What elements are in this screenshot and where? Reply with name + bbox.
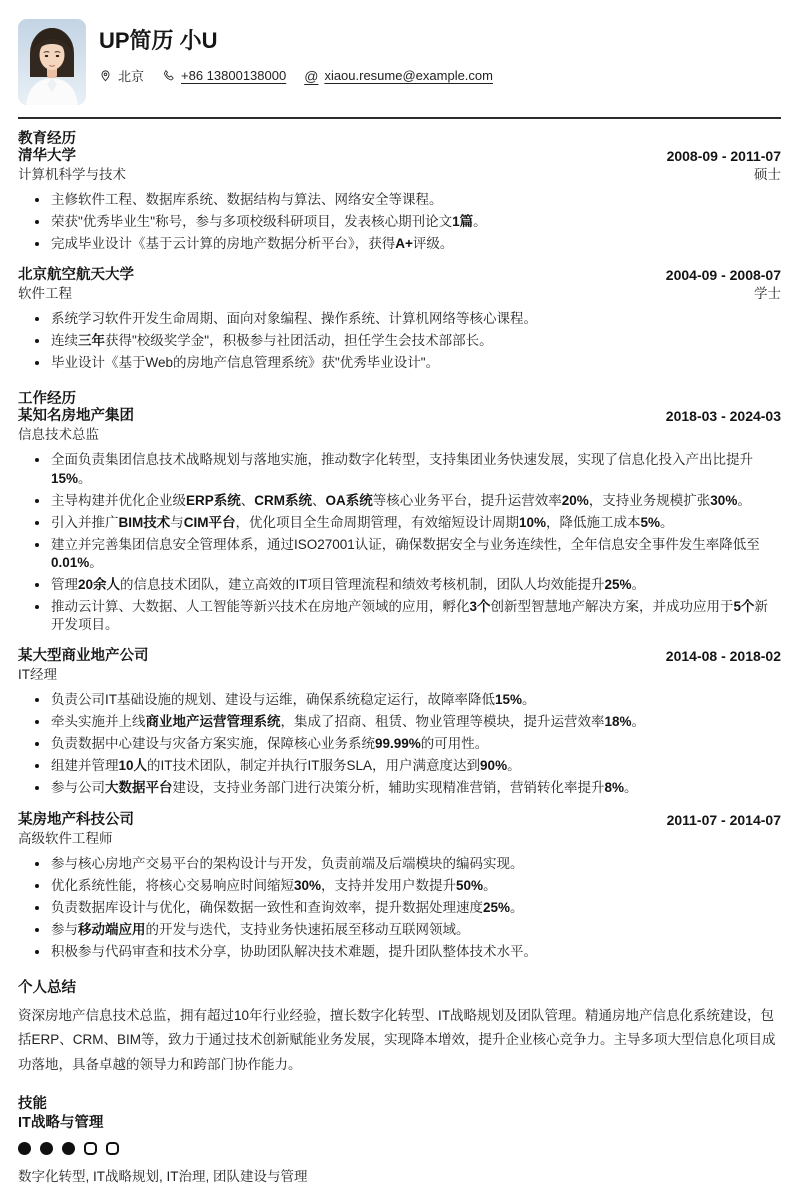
bullet-item: 参与移动端应用的开发与迭代，支持业务快速拓展至移动互联网领域。 (34, 921, 781, 939)
entry-head (18, 148, 781, 183)
education-entries (18, 148, 781, 372)
skills-heading: 技能 (18, 1095, 47, 1112)
entry-degree: 硕士 (754, 167, 781, 182)
profile-photo (18, 19, 86, 105)
entry-right (666, 648, 781, 665)
bullet-item: 连续三年获得"校级奖学金"，积极参与社团活动，担任学生会技术部部长。 (34, 332, 781, 350)
education-heading: 教育经历 (18, 131, 76, 147)
entry-title: 某房地产科技公司 (18, 811, 134, 828)
header-divider (18, 117, 781, 119)
bullet-list (18, 451, 781, 634)
section-work (18, 391, 781, 960)
entry-right (666, 267, 781, 302)
bullet-item: 负责数据中心建设与灾备方案实施，保障核心业务系统99.99%的可用性。 (34, 735, 781, 753)
phone-text: +86 13800138000 (181, 68, 287, 84)
entry-left (18, 148, 126, 183)
work-entry (18, 408, 781, 634)
entry-head (18, 648, 781, 683)
work-entries (18, 408, 781, 960)
entry-title: 清华大学 (18, 148, 76, 164)
work-entry (18, 812, 781, 961)
entry-subtitle: 信息技术总监 (18, 427, 99, 443)
skill-rating (18, 1142, 781, 1155)
location-text: 北京 (118, 69, 145, 85)
section-education (18, 131, 781, 372)
skill-keywords: 数字化转型, IT战略规划, IT治理, 团队建设与管理 (18, 1168, 308, 1184)
rating-dot-filled (40, 1142, 53, 1155)
entry-subtitle: 软件工程 (18, 286, 72, 302)
skill-item (18, 1115, 781, 1185)
bullet-item: 牵头实施并上线商业地产运营管理系统，集成了招商、租赁、物业管理等模块，提升运营效率18%。 (34, 713, 781, 731)
rating-dot-empty (84, 1142, 97, 1155)
bullet-item: 全面负责集团信息技术战略规划与落地实施，推动数字化转型，支持集团业务快速发展，实现了信息化投入产出比提升15%。 (34, 451, 781, 487)
bullet-item: 管理20余人的信息技术团队，建立高效的IT项目管理流程和绩效考核机制，团队人均效能提升25%。 (34, 576, 781, 594)
entry-date: 2008-09 - 2011-07 (666, 148, 781, 164)
bullet-item: 完成毕业设计《基于云计算的房地产数据分析平台》，获得A+评级。 (34, 235, 781, 253)
work-heading: 工作经历 (18, 391, 76, 408)
entry-title: 北京航空航天大学 (18, 267, 134, 284)
entry-head (18, 812, 781, 847)
section-summary (18, 980, 781, 1077)
bullet-item: 推动云计算、大数据、人工智能等新兴技术在房地产领域的应用，孵化3个创新型智慧地产解决方案，并成功应用于5个新开发项目。 (34, 598, 781, 634)
entry-left (18, 812, 134, 847)
bullet-list (18, 855, 781, 961)
entry-subtitle: IT经理 (18, 667, 57, 683)
rating-dot-empty (106, 1142, 119, 1155)
education-entry (18, 267, 781, 372)
bullet-list (18, 691, 781, 797)
entry-head (18, 408, 781, 443)
bullet-item: 优化系统性能，将核心交易响应时间缩短30%，支持并发用户数提升50%。 (34, 877, 781, 895)
entry-title: 某知名房地产集团 (18, 408, 134, 425)
header-text (99, 19, 493, 85)
entry-right (666, 408, 781, 425)
bullet-item: 组建并管理10人的IT技术团队，制定并执行IT服务SLA，用户满意度达到90%。 (34, 757, 781, 775)
resume-header (18, 19, 781, 105)
entry-degree: 学士 (754, 286, 781, 302)
email-link[interactable] (304, 68, 493, 83)
bullet-item: 系统学习软件开发生命周期、面向对象编程、操作系统、计算机网络等核心课程。 (34, 310, 781, 328)
bullet-item: 负责公司IT基础设施的规划、建设与运维，确保系统稳定运行，故障率降低15%。 (34, 691, 781, 709)
bullet-item: 负责数据库设计与优化，确保数据一致性和查询效率，提升数据处理速度25%。 (34, 899, 781, 917)
skill-name: IT战略与管理 (18, 1114, 104, 1131)
entry-right (667, 148, 781, 183)
bullet-item: 主导构建并优化企业级ERP系统、CRM系统、OA系统等核心业务平台，提升运营效率20%，支持业务规模扩张30%。 (34, 492, 781, 510)
bullet-item: 参与公司大数据平台建设，支持业务部门进行决策分析，辅助实现精准营销，营销转化率提升8%。 (34, 779, 781, 797)
bullet-item: 荣获"优秀毕业生"称号，参与多项校级科研项目，发表核心期刊论文1篇。 (34, 213, 781, 231)
section-skills (18, 1096, 781, 1185)
bullet-item: 引入并推广BIM技术与CIM平台，优化项目全生命周期管理，有效缩短设计周期10%，降低施工成本5%。 (34, 514, 781, 532)
entry-date: 2014-08 - 2018-02 (665, 648, 781, 665)
entry-date: 2018-03 - 2024-03 (665, 408, 781, 425)
entry-right (667, 812, 781, 829)
entry-date: 2011-07 - 2014-07 (666, 811, 781, 828)
location-item (99, 66, 144, 85)
contact-row (99, 66, 493, 85)
rating-dot-filled (62, 1142, 75, 1155)
bullet-list (18, 191, 781, 253)
entry-subtitle: 高级软件工程师 (18, 830, 113, 846)
at-icon: @ (304, 67, 319, 84)
email-text: xiaou.resume@example.com (324, 68, 493, 84)
summary-text: 资深房地产信息技术总监，拥有超过10年行业经验，擅长数字化转型、IT战略规划及团队管理。精通房地产信息化系统建设，包括ERP、CRM、BIM等，致力于通过技术创新赋能业务发展，实现降本增效，提升企业核心竞争力。主导多项大型信息化项目成功落地，具备卓越的领导力和跨部门协作能力。 (18, 1007, 776, 1072)
rating-dot-filled (18, 1142, 31, 1155)
phone-icon (162, 69, 175, 82)
work-entry (18, 648, 781, 797)
entry-left (18, 267, 134, 302)
summary-heading: 个人总结 (18, 979, 76, 996)
bullet-item: 毕业设计《基于Web的房地产信息管理系统》获"优秀毕业设计"。 (34, 354, 781, 372)
avatar-illustration (18, 19, 86, 105)
bullet-item: 积极参与代码审查和技术分享，协助团队解决技术难题，提升团队整体技术水平。 (34, 943, 781, 961)
candidate-name: UP简历 小U (99, 28, 218, 53)
entry-title: 某大型商业地产公司 (18, 648, 149, 665)
entry-date: 2004-09 - 2008-07 (665, 267, 781, 284)
entry-left (18, 408, 134, 443)
education-entry (18, 148, 781, 253)
entry-left (18, 648, 149, 683)
phone-link[interactable] (162, 68, 286, 83)
skills-list (18, 1115, 781, 1185)
bullet-item: 主修软件工程、数据库系统、数据结构与算法、网络安全等课程。 (34, 191, 781, 209)
entry-head (18, 267, 781, 302)
bullet-item: 建立并完善集团信息安全管理体系，通过ISO27001认证，确保数据安全与业务连续性，全年信息安全事件发生率降低至0.01%。 (34, 536, 781, 572)
bullet-item: 参与核心房地产交易平台的架构设计与开发，负责前端及后端模块的编码实现。 (34, 855, 781, 873)
entry-subtitle: 计算机科学与技术 (18, 167, 126, 182)
bullet-list (18, 310, 781, 372)
pin-icon (99, 69, 112, 82)
